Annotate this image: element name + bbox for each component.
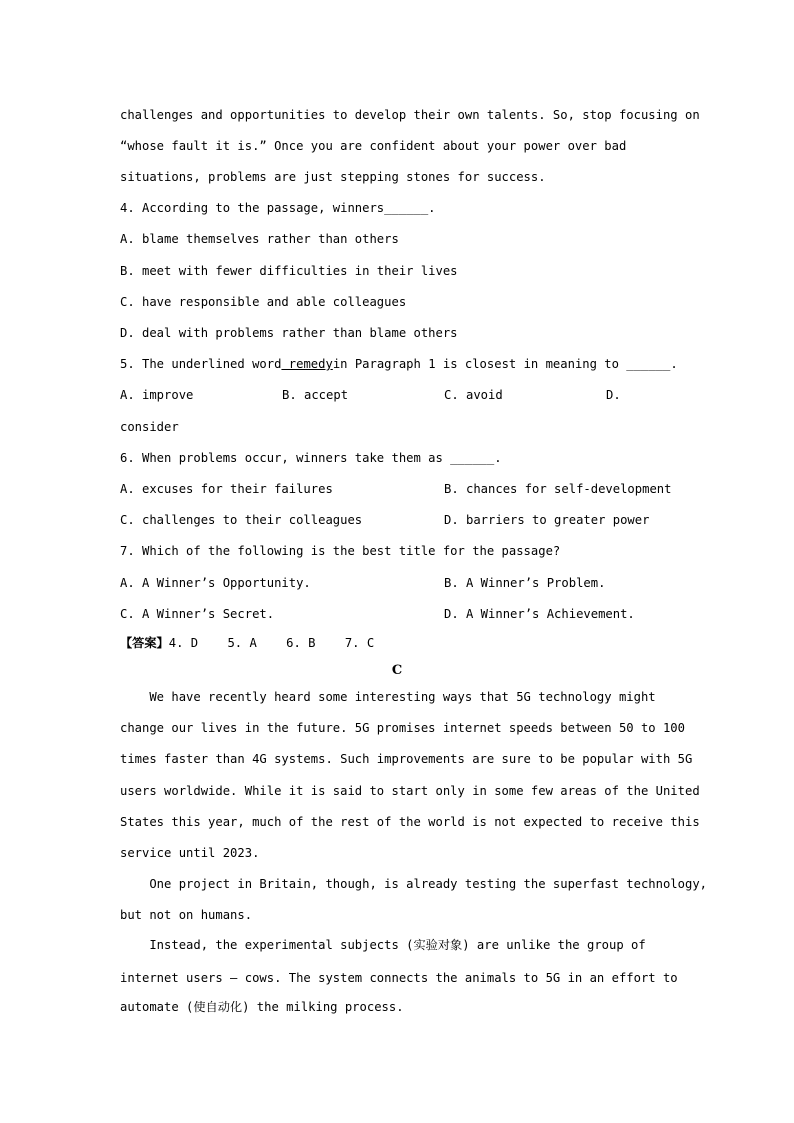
passage-line: situations, problems are just stepping stones for success. [120,170,546,184]
question-7-option-d: D. A Winner’s Achievement. [444,607,635,621]
question-6-option-d: D. barriers to greater power [444,513,650,527]
question-5-option-c: C. avoid [444,388,503,402]
underlined-word: remedy [281,357,333,371]
answer-label: 【答案】 [120,636,169,650]
question-5-stem-pre: 5. The underlined word [120,357,282,371]
answer-text: 4. D 5. A 6. B 7. C [168,636,375,650]
paragraph-line: but not on humans. [120,908,253,922]
paragraph-line: service until 2023. [120,846,260,860]
question-4-stem: 4. According to the passage, winners______. [120,201,436,215]
paragraph-line: times faster than 4G systems. Such improvements are sure to be popular with 5G [120,752,693,766]
question-5-option-b: B. accept [282,388,349,402]
passage-line: “whose fault it is.” Once you are confident about your power over bad [120,139,627,153]
question-4-option-d: D. deal with problems rather than blame others [120,326,458,340]
question-6-stem: 6. When problems occur, winners take them as ______. [120,451,502,465]
question-6-option-c: C. challenges to their colleagues [120,513,363,527]
question-7-option-b: B. A Winner’s Problem. [444,576,606,590]
question-7-option-a: A. A Winner’s Opportunity. [120,576,311,590]
paragraph-line: internet users — cows. The system connects the animals to 5G in an effort to [120,971,678,985]
passage-line: challenges and opportunities to develop their own talents. So, stop focusing on [120,108,700,122]
question-5-option-d-letter: D. [606,388,621,402]
question-5-option-a: A. improve [120,388,194,402]
question-5-stem [120,356,678,372]
section-heading: C [391,663,403,678]
paragraph-line: One project in Britain, though, is already testing the superfast technology, [120,877,707,891]
question-4-option-a: A. blame themselves rather than others [120,232,399,246]
paragraph-line: We have recently heard some interesting ways that 5G technology might [120,690,656,704]
question-5-stem-post: in Paragraph 1 is closest in meaning to ______. [332,357,678,371]
paragraph-line: change our lives in the future. 5G promises internet speeds between 50 to 100 [120,721,685,735]
question-7-option-c: C. A Winner’s Secret. [120,607,275,621]
question-7-stem: 7. Which of the following is the best title for the passage? [120,544,561,558]
paragraph-line: automate (使自动化) the milking process. [120,1000,404,1014]
question-5-option-d-word: consider [120,420,179,434]
question-4-option-c: C. have responsible and able colleagues [120,295,407,309]
question-6-option-b: B. chances for self-development [444,482,672,496]
question-6-option-a: A. excuses for their failures [120,482,333,496]
paragraph-line: Instead, the experimental subjects (实验对象) are unlike the group of [120,938,646,952]
paragraph-line: States this year, much of the rest of the world is not expected to receive this [120,815,700,829]
question-4-option-b: B. meet with fewer difficulties in their lives [120,264,458,278]
paragraph-line: users worldwide. While it is said to start only in some few areas of the United [120,784,700,798]
answer-key [120,635,374,651]
